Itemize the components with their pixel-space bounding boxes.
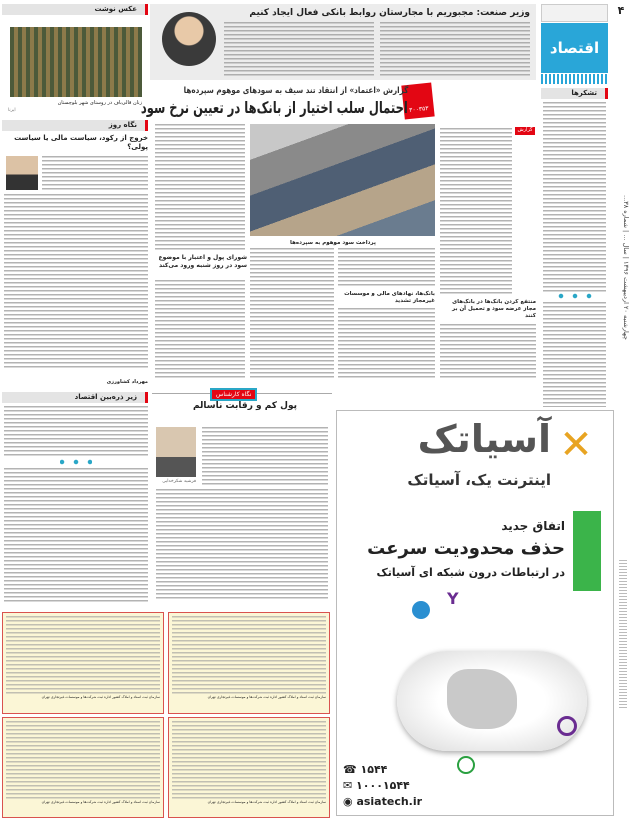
classified-text <box>172 616 326 695</box>
subhead: منتفع کردن بانک‌ها در بانک‌های مجاز عرضه سود و تحمیل آن بر کنند <box>452 299 536 319</box>
classified-text <box>172 721 326 800</box>
photo-caption: زنان قالی‌باف در روستای شهر بلوچستان <box>57 100 142 106</box>
magnifier-text-2 <box>4 468 148 603</box>
section-title: اقتصاد <box>541 23 608 73</box>
sidebar-text-2 <box>543 302 606 407</box>
top-story-text <box>380 22 530 77</box>
bank-photo <box>250 124 435 236</box>
divider-dots <box>555 293 595 299</box>
classified-notice <box>2 612 164 714</box>
columnist-photo <box>6 156 38 190</box>
classified-footer: سازمان ثبت اسناد و املاک کشور اداره ثبت شرکت‌ها و موسسات غیرتجاری تهران <box>207 695 326 700</box>
rural-photo <box>10 27 142 97</box>
subhead: شورای پول و اعتبار با موضوع سود در روز شنبه ورود می‌کند <box>158 254 247 269</box>
classifieds <box>2 612 330 818</box>
lead-kicker: گزارش «اعتماد» از انتقاد تند سیف به سودهای موهوم سپرده‌ها <box>183 86 408 96</box>
stamp: ۳۰۰۳۵۳ <box>401 83 434 120</box>
subhead: بانک‌ها، نهادهای مالی و موسسات غیرمجاز تشدید <box>344 291 435 304</box>
ad-sms: ✉ ۱۰۰۰۱۵۴۴ <box>343 779 410 792</box>
cloud-illustration <box>397 651 587 751</box>
divider-dots <box>60 459 92 465</box>
telegram-icon <box>412 601 430 619</box>
classified-text <box>6 616 160 695</box>
thanks-header: تشکرها <box>541 88 608 99</box>
photo-subhead: پرداخت سود موهوم به سپرده‌ها <box>290 240 376 246</box>
magnifier-header: زیر ذره‌بین اقتصاد <box>2 392 148 403</box>
website-link[interactable]: asiatech.ir <box>356 795 423 808</box>
day-view-text <box>42 156 148 190</box>
expert-label: نگاه کارشناس <box>210 388 257 401</box>
ad-phone: ☎ ۱۵۴۴ <box>343 763 388 776</box>
day-view-byline: مهرداد کشاورزی <box>106 379 148 385</box>
asiatech-logo-icon: ✕ <box>559 422 593 468</box>
magnifier-text <box>4 406 148 456</box>
section-stripes <box>541 74 608 84</box>
ad-line2: حذف محدودیت سرعت <box>367 538 565 559</box>
classified-notice <box>168 717 330 819</box>
ad-brand: آسیاتک <box>417 417 551 461</box>
classified-footer: سازمان ثبت اسناد و املاک کشور اداره ثبت شرکت‌ها و موسسات غیرتجاری تهران <box>41 695 160 700</box>
viber-icon <box>557 716 577 736</box>
top-story-headline[interactable]: وزیر صنعت: مجبوریم با مجارستان روابط بانکی فعال ایجاد کنیم <box>249 8 530 18</box>
sidebar-text <box>543 102 606 292</box>
lead-headline[interactable]: احتمال سلب اختیار از بانک‌ها در تعیین نرخ سود <box>141 98 408 117</box>
ad-web[interactable]: ◉ asiatech.ir <box>343 795 423 808</box>
lead-col-3 <box>250 248 334 378</box>
day-view-title[interactable]: خروج از رکود، سیاست مالی یا سیاست پولی؟ <box>14 134 148 151</box>
classified-notice <box>2 717 164 819</box>
day-view-header: نگاه روز <box>2 120 148 131</box>
classified-footer: سازمان ثبت اسناد و املاک کشور اداره ثبت شرکت‌ها و موسسات غیرتجاری تهران <box>207 799 326 804</box>
ad-number: 1 <box>573 511 601 591</box>
photo-note-header: عکس نوشت <box>2 4 148 15</box>
expert-title[interactable]: پول کم و رقابت ناسالم <box>192 401 297 411</box>
classified-footer: سازمان ثبت اسناد و املاک کشور اداره ثبت شرکت‌ها و موسسات غیرتجاری تهران <box>41 799 160 804</box>
page-number: ۴ <box>617 4 625 17</box>
asiatech-ad[interactable] <box>336 410 614 816</box>
ad-line3: در ارتباطات درون شبکه ای آسیاتک <box>376 566 565 579</box>
ad-slogan: اینترنت یک، آسیاتک <box>407 471 551 489</box>
lead-col-5 <box>155 280 245 378</box>
tag: گزارش <box>515 127 535 135</box>
expert-text-2 <box>156 489 328 599</box>
author-name: فرشید شکرخدایی <box>162 479 196 484</box>
iran-map-icon <box>447 669 517 729</box>
top-story-box <box>150 4 536 80</box>
expert-box <box>152 387 332 605</box>
lead-col-2b <box>338 308 435 378</box>
lead-col-4 <box>155 124 245 252</box>
classified-notice <box>168 612 330 714</box>
classifieds-col <box>168 612 330 818</box>
ad-legal-text <box>619 560 627 710</box>
top-story-text-2 <box>224 22 374 77</box>
whatsapp-icon <box>457 756 475 774</box>
dateline: چهارشنبه ۲۰ اردیبهشت ۱۳۹۶ | سال ... | شماره ۳۸... <box>622 195 630 340</box>
lead-col-1 <box>440 128 512 296</box>
classifieds-col <box>2 612 164 818</box>
yahoo-icon: Y <box>447 589 459 608</box>
phone-number: ۱۵۴۴ <box>360 763 388 776</box>
lead-col-2 <box>338 248 435 288</box>
lead-col-1b <box>440 324 536 378</box>
sms-number: ۱۰۰۰۱۵۴۴ <box>356 779 410 792</box>
newspaper-logo <box>541 4 608 22</box>
expert-text <box>202 427 328 485</box>
classified-text <box>6 721 160 800</box>
ad-line1: اتفاق جدید <box>501 519 565 533</box>
photo-credit: ایرنا <box>8 108 16 113</box>
minister-photo <box>162 12 216 66</box>
author-photo <box>156 427 196 477</box>
day-view-text-2 <box>4 194 148 370</box>
